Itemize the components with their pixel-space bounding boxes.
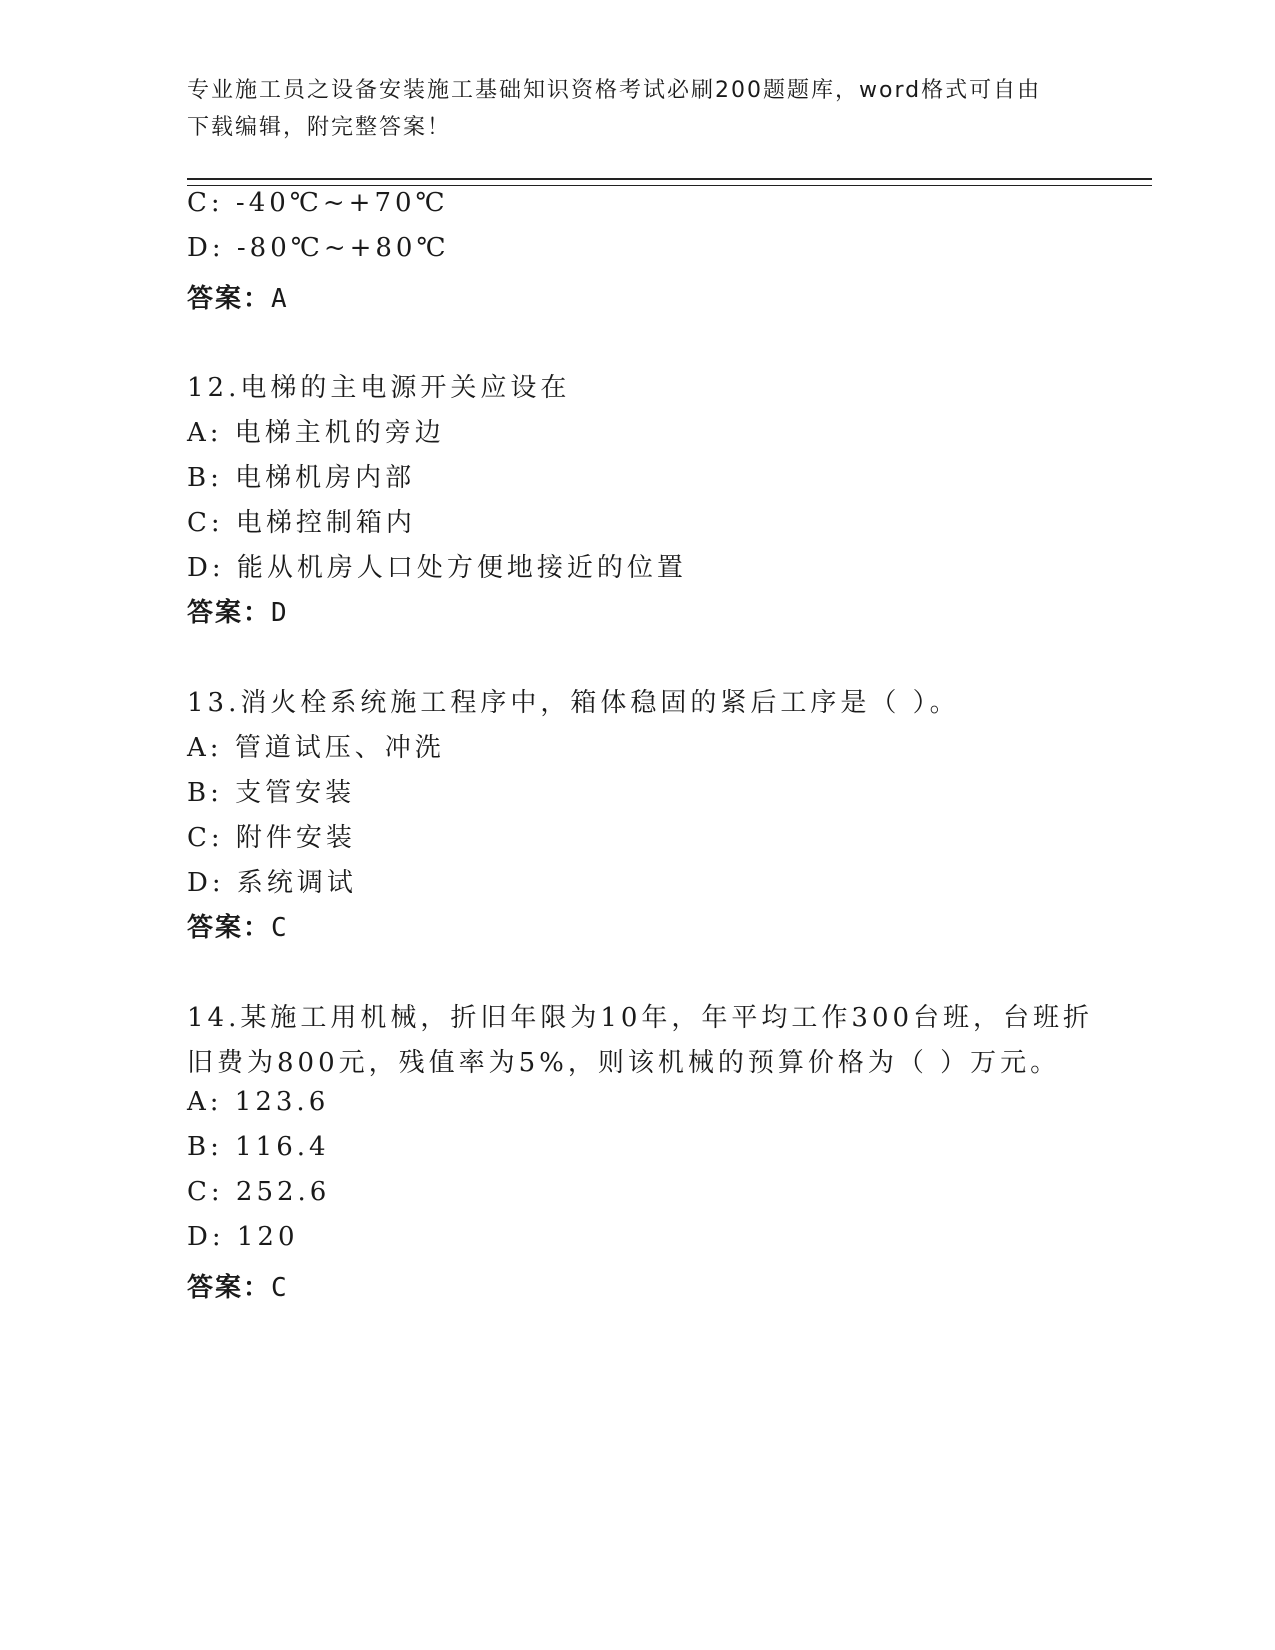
q14-stem-line-1: 14.某施工用机械，折旧年限为10年，年平均工作300台班，台班折 — [187, 1003, 1094, 1033]
q12-option-b: B: 电梯机房内部 — [187, 463, 416, 493]
q13-option-a: A: 管道试压、冲洗 — [187, 733, 445, 763]
q12-option-c: C: 电梯控制箱内 — [187, 508, 416, 538]
q14-option-b: B: 116.4 — [187, 1132, 330, 1162]
q14-option-a: A: 123.6 — [187, 1087, 330, 1117]
q13-option-b: B: 支管安装 — [187, 778, 356, 808]
answer-value: D — [271, 598, 289, 628]
header-divider — [187, 178, 1152, 186]
q11-option-c: C: -40℃~+70℃ — [187, 188, 449, 218]
q13-stem: 13.消火栓系统施工程序中，箱体稳固的紧后工序是（ ）。 — [187, 688, 960, 718]
q12-stem: 12.电梯的主电源开关应设在 — [187, 373, 571, 403]
answer-value: C — [271, 913, 289, 943]
q13-answer — [187, 907, 289, 944]
q14-option-c: C: 252.6 — [187, 1177, 331, 1207]
document-header — [187, 72, 1087, 146]
q12-option-a: A: 电梯主机的旁边 — [187, 418, 445, 448]
answer-label: 答案： — [187, 913, 272, 943]
answer-value: A — [271, 284, 289, 314]
answer-label: 答案： — [187, 284, 272, 314]
q14-answer — [187, 1267, 289, 1304]
q13-option-c: C: 附件安装 — [187, 823, 356, 853]
answer-value: C — [271, 1273, 289, 1303]
header-line-1: 专业施工员之设备安装施工基础知识资格考试必刷200题题库，word格式可自由 — [187, 78, 1042, 103]
answer-label: 答案： — [187, 1273, 272, 1303]
q11-option-d: D: -80℃~+80℃ — [187, 233, 450, 263]
q14-stem-line-2: 旧费为800元，残值率为5%，则该机械的预算价格为（ ）万元。 — [187, 1048, 1061, 1078]
q12-answer — [187, 592, 289, 629]
q12-option-d: D: 能从机房人口处方便地接近的位置 — [187, 553, 687, 583]
q13-option-d: D: 系统调试 — [187, 868, 357, 898]
header-line-2: 下载编辑，附完整答案！ — [187, 115, 452, 140]
answer-label: 答案： — [187, 598, 272, 628]
q11-answer — [187, 278, 289, 315]
q14-option-d: D: 120 — [187, 1222, 299, 1252]
